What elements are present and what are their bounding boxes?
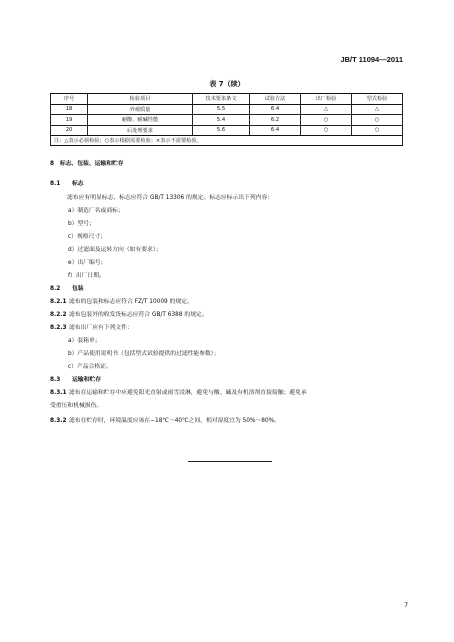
section-8-3-title: 运输和贮存	[72, 377, 101, 383]
section-8-1-title: 标志	[72, 181, 84, 187]
section-8-2-title: 包装	[72, 286, 84, 292]
section-8-2-2-text: 滤布包装外的收发货标志应符合 GB/T 6388 的规定。	[69, 312, 208, 318]
section-8-3-number: 8.3	[50, 377, 61, 383]
section-8-3-1-number: 8.3.1	[50, 390, 67, 396]
table-cell: ○	[352, 115, 403, 126]
table-cell: 19	[51, 115, 88, 126]
table-cell: 耐酸、耐碱性能	[88, 115, 193, 126]
table-title: 表 7（续）	[209, 80, 245, 88]
section-8-3-2-text: 滤布在贮存时，环境温度应该在−18℃～40℃之间，相对湿度宜为 50%～80%。	[69, 418, 280, 424]
table-cell: △	[301, 104, 352, 115]
column-header: 型式检验	[352, 94, 403, 105]
section-8-2-1-number: 8.2.1	[50, 299, 67, 305]
list-item: d）过滤面及运转方向（如有要求）；	[68, 247, 162, 253]
section-8-3-1-line2: 受重压和机械损伤。	[50, 403, 103, 409]
table-cell: ○	[352, 125, 403, 136]
table-cell: △	[352, 104, 403, 115]
list-item: b）产品使用说明书（包括型式试验提供的过滤性能参数）；	[68, 351, 220, 357]
table-cell: 后处理要求	[88, 125, 193, 136]
table-cell: 6.2	[250, 115, 301, 126]
table-row	[51, 104, 403, 115]
section-8-2-number: 8.2	[50, 286, 61, 292]
section-8-2-3-text: 滤布出厂应有下列文件：	[69, 325, 133, 331]
table-cell: ○	[301, 125, 352, 136]
table-header-row	[51, 94, 403, 105]
end-rule	[188, 461, 272, 462]
table-cell: 6.4	[250, 125, 301, 136]
table-cell: 外观质量	[88, 104, 193, 115]
table-cell: 5.5	[193, 104, 250, 115]
table-note: 注：△表示必须检验；○表示根据需要检验；×表示不需要检验。	[51, 136, 403, 146]
section-8-2-3-number: 8.2.3	[50, 325, 67, 331]
section-8-1-intro: 滤布应有明显标志，标志应符合 GB/T 13306 的规定。标志应标示出下列内容：	[67, 195, 274, 201]
list-item: f）出厂日期。	[68, 273, 105, 279]
list-item: c）规格尺寸；	[68, 234, 106, 240]
section-8-heading: 8 标志、包装、运输和贮存	[50, 161, 124, 167]
list-item: a）制造厂名或商标；	[68, 208, 124, 214]
table-cell: 18	[51, 104, 88, 115]
column-header: 出厂检验	[301, 94, 352, 105]
column-header: 技术要求条文	[193, 94, 250, 105]
section-8-3-2-number: 8.3.2	[50, 418, 67, 424]
table-row	[51, 115, 403, 126]
page-number: 7	[404, 602, 408, 609]
list-item: b）型号；	[68, 221, 95, 227]
inspection-table	[50, 93, 403, 146]
column-header: 试验方法	[250, 94, 301, 105]
table-cell: ○	[301, 115, 352, 126]
column-header: 序号	[51, 94, 88, 105]
column-header: 检验项目	[88, 94, 193, 105]
table-cell: 6.4	[250, 104, 301, 115]
section-8-3-1-line1: 滤布在运输和贮存中应避免阳光直射或雨雪浸淋，避免与酸、碱及有机溶剂直接接触；避免承	[69, 390, 307, 396]
list-item: e）出厂编号；	[68, 260, 107, 266]
list-item: c）产品合格证。	[68, 364, 112, 370]
section-8-2-1-text: 滤布的包装和标志应符合 FZ/T 10009 的规定。	[69, 299, 193, 305]
standard-code: JB/T 11094—2011	[340, 55, 403, 64]
table-row	[51, 125, 403, 136]
list-item: a）装箱单；	[68, 338, 101, 344]
table-cell: 20	[51, 125, 88, 136]
table-note-row	[51, 136, 403, 146]
table-cell: 5.6	[193, 125, 250, 136]
table-cell: 5.4	[193, 115, 250, 126]
section-8-2-2-number: 8.2.2	[50, 312, 67, 318]
section-8-1-number: 8.1	[50, 181, 61, 187]
